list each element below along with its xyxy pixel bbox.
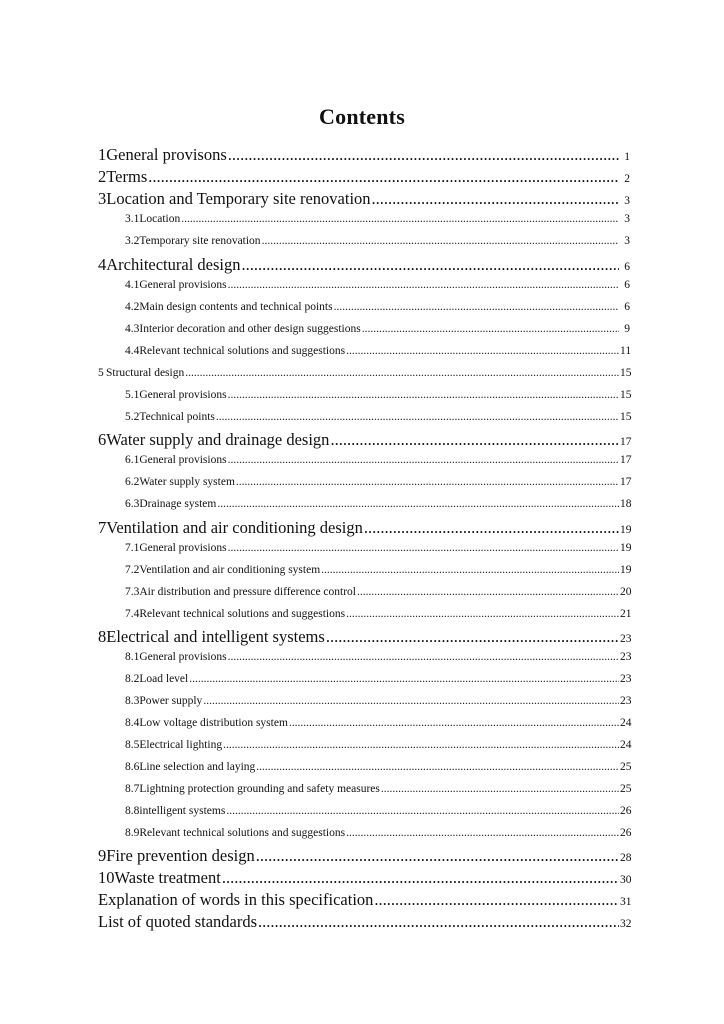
toc-entry-page: 19 [620, 524, 632, 536]
dot-leader [189, 673, 619, 685]
toc-entry-page: 25 [620, 783, 632, 795]
toc-entry-number: 3.2 [125, 235, 140, 247]
toc-entry-page: 31 [620, 896, 632, 908]
toc-entry-number: 7.1 [125, 542, 140, 554]
toc-entry-8-6[interactable] [125, 761, 630, 783]
toc-entry-title: Drainage system [139, 498, 217, 510]
toc-entry-title: Location and Temporary site renovation [106, 189, 371, 208]
toc-entry-page: 9 [624, 323, 630, 335]
toc-entry-5[interactable] [98, 367, 630, 389]
toc-entry-number: 7.2 [125, 564, 140, 576]
dot-leader [321, 564, 619, 576]
toc-entry-title: Waste treatment [114, 868, 221, 887]
toc-entry-title: General provisions [139, 279, 227, 291]
toc-entry-number: 10 [98, 868, 115, 887]
toc-entry-8-8[interactable] [125, 805, 630, 827]
toc-entry-9[interactable] [98, 846, 630, 868]
toc-entry-title: Temporary site renovation [139, 235, 261, 247]
toc-entry-title: Line selection and laying [139, 761, 256, 773]
toc-entry-title: General provisions [139, 651, 227, 663]
toc-entry-page: 15 [620, 389, 632, 401]
toc-entry-page: 24 [620, 739, 632, 751]
toc-entry-3[interactable] [98, 189, 630, 211]
toc-entry-8-3[interactable] [125, 695, 630, 717]
toc-entry-number: 4 [98, 255, 107, 274]
toc-entry-number: 8.3 [125, 695, 140, 707]
dot-leader [217, 498, 619, 510]
toc-entry-6-1[interactable] [125, 454, 630, 476]
toc-entry-7-1[interactable] [125, 542, 630, 564]
toc-entry-page: 26 [620, 827, 632, 839]
toc-entry-title: Air distribution and pressure difference control [139, 586, 356, 598]
toc-entry-page: 23 [620, 633, 632, 645]
toc-entry-title: intelligent systems [139, 805, 226, 817]
toc-entry-8-7[interactable] [125, 783, 630, 805]
toc-entry-4[interactable] [98, 255, 630, 277]
toc-entry-title: General provisions [139, 389, 227, 401]
toc-entry-number: 8.4 [125, 717, 140, 729]
dot-leader [258, 912, 619, 932]
toc-entry-number: 8.9 [125, 827, 140, 839]
toc-entry-number: 8.5 [125, 739, 140, 751]
dot-leader [372, 189, 619, 209]
dot-leader [364, 518, 619, 538]
toc-entry-page: 3 [624, 213, 630, 225]
toc-entry-title: Terms [106, 167, 148, 186]
toc-entry-number: 3 [98, 189, 107, 208]
toc-entry-title: Location [139, 213, 181, 225]
toc-entry-title: List of quoted standards [98, 912, 258, 931]
dot-leader [374, 890, 619, 910]
toc-entry-number: 5 [98, 367, 104, 379]
toc-entry-7-2[interactable] [125, 564, 630, 586]
dot-leader [222, 868, 619, 888]
toc-entry-number: 4.3 [125, 323, 140, 335]
toc-entry-number: 6.1 [125, 454, 140, 466]
dot-leader [228, 389, 619, 401]
dot-leader [256, 846, 619, 866]
toc-entry-page: 26 [620, 805, 632, 817]
toc-entry-4-2[interactable] [125, 301, 630, 323]
toc-entry-6-3[interactable] [125, 498, 630, 520]
toc-entry-page: 19 [620, 564, 632, 576]
toc-entry-4-4[interactable] [125, 345, 630, 367]
toc-entry-number: 4.4 [125, 345, 140, 357]
toc-entry-6-2[interactable] [125, 476, 630, 498]
toc-entry-title: Electrical and intelligent systems [106, 627, 325, 646]
dot-leader [346, 827, 619, 839]
dot-leader [236, 476, 619, 488]
toc-entry-number: 8.8 [125, 805, 140, 817]
toc-entry-title: Lightning protection grounding and safety measures [139, 783, 380, 795]
toc-entry-7[interactable] [98, 518, 630, 540]
toc-entry-title: Load level [139, 673, 189, 685]
toc-entry-page: 30 [620, 874, 632, 886]
toc-entry-page: 2 [624, 173, 630, 185]
dot-leader [228, 542, 619, 554]
dot-leader [357, 586, 619, 598]
toc-entry-number: 8.1 [125, 651, 140, 663]
toc-entry-number: 8.6 [125, 761, 140, 773]
toc-entry-page: 24 [620, 717, 632, 729]
toc-entry-number: 6.2 [125, 476, 140, 488]
toc-entry-page: 3 [624, 195, 630, 207]
toc-entry-page: 17 [620, 436, 632, 448]
dot-leader [216, 411, 619, 423]
page-title: Contents [319, 104, 405, 129]
toc-entry-page: 6 [624, 261, 630, 273]
toc-entry-explanation[interactable] [98, 890, 630, 912]
toc-entry-title: Main design contents and technical points [139, 301, 333, 313]
toc-entry-title: General provisions [139, 454, 227, 466]
toc-entry-title: Relevant technical solutions and suggestions [139, 827, 346, 839]
dot-leader [242, 255, 620, 275]
toc-entry-title: Water supply system [139, 476, 235, 488]
dot-leader [262, 235, 619, 247]
dot-leader [228, 145, 619, 165]
toc-entry-number: 4.2 [125, 301, 140, 313]
toc-entry-title: Low voltage distribution system [139, 717, 288, 729]
toc-entry-page: 11 [620, 345, 632, 357]
toc-entry-page: 21 [620, 608, 632, 620]
toc-entry-title: Ventilation and air conditioning design [106, 518, 363, 537]
toc-entry-number: 5.1 [125, 389, 140, 401]
dot-leader [223, 739, 619, 751]
toc-entry-6[interactable] [98, 430, 630, 452]
toc-entry-title: Ventilation and air conditioning system [139, 564, 321, 576]
dot-leader [228, 651, 619, 663]
toc-entry-number: 8 [98, 627, 107, 646]
toc-entry-title: Fire prevention design [106, 846, 255, 865]
toc-entry-page: 19 [620, 542, 632, 554]
toc-entry-page: 17 [620, 454, 632, 466]
toc-entry-title: Relevant technical solutions and suggestions [139, 345, 346, 357]
dot-leader [226, 805, 619, 817]
toc-entry-page: 32 [620, 918, 632, 930]
dot-leader [289, 717, 619, 729]
toc-entry-page: 25 [620, 761, 632, 773]
toc-entry-4-1[interactable] [125, 279, 630, 301]
toc-entry-3-1[interactable] [125, 213, 630, 235]
toc-entry-title: General provisions [139, 542, 227, 554]
toc-entry-8-4[interactable] [125, 717, 630, 739]
dot-leader [346, 345, 619, 357]
toc-entry-page: 15 [620, 367, 632, 379]
toc-entry-number: 8.2 [125, 673, 140, 685]
toc-entry-number: 6 [98, 430, 107, 449]
toc-entry-4-3[interactable] [125, 323, 630, 345]
dot-leader [362, 323, 619, 335]
toc-entry-1[interactable] [98, 145, 630, 167]
toc-entry-10[interactable] [98, 868, 630, 890]
toc-entry-page: 6 [624, 279, 630, 291]
toc-entry-page: 23 [620, 673, 632, 685]
toc-entry-title: Explanation of words in this specification [98, 890, 374, 909]
toc-entry-8[interactable] [98, 627, 630, 649]
dot-leader [256, 761, 619, 773]
toc-entry-title: Relevant technical solutions and suggestions [139, 608, 346, 620]
toc-entry-8-1[interactable] [125, 651, 630, 673]
toc-entry-standards[interactable] [98, 912, 630, 934]
dot-leader [185, 367, 619, 379]
toc-entry-number: 3.1 [125, 213, 140, 225]
dot-leader [326, 627, 619, 647]
dot-leader [381, 783, 619, 795]
toc-entry-page: 20 [620, 586, 632, 598]
dot-leader [203, 695, 619, 707]
toc-entry-number: 8.7 [125, 783, 140, 795]
dot-leader [181, 213, 619, 225]
toc-entry-3-2[interactable] [125, 235, 630, 257]
dot-leader [334, 301, 619, 313]
toc-entry-number: 7.4 [125, 608, 140, 620]
toc-entry-8-5[interactable] [125, 739, 630, 761]
dot-leader [148, 167, 619, 187]
toc-entry-title: Interior decoration and other design suggestions [139, 323, 361, 335]
toc-entry-title: Electrical lighting [139, 739, 223, 751]
toc-entry-title: Power supply [139, 695, 203, 707]
toc-entry-number: 4.1 [125, 279, 140, 291]
toc-entry-page: 23 [620, 651, 632, 663]
toc-entry-number: 5.2 [125, 411, 140, 423]
toc-entry-title: General provisons [106, 145, 227, 164]
toc-entry-number: 1 [98, 145, 107, 164]
toc-entry-page: 15 [620, 411, 632, 423]
toc-entry-number: 7 [98, 518, 107, 537]
toc-entry-page: 18 [620, 498, 632, 510]
toc-entry-page: 17 [620, 476, 632, 488]
toc-entry-5-1[interactable] [125, 389, 630, 411]
toc-entry-title: Water supply and drainage design [106, 430, 330, 449]
toc-entry-page: 1 [624, 151, 630, 163]
toc-entry-7-3[interactable] [125, 586, 630, 608]
dot-leader [228, 454, 619, 466]
toc-entry-page: 23 [620, 695, 632, 707]
toc-entry-2[interactable] [98, 167, 630, 189]
toc-entry-title: Technical points [139, 411, 215, 423]
toc-entry-title: Structural design [105, 367, 185, 379]
toc-entry-8-2[interactable] [125, 673, 630, 695]
toc-entry-page: 3 [624, 235, 630, 247]
dot-leader [228, 279, 619, 291]
toc-entry-page: 28 [620, 852, 632, 864]
dot-leader [346, 608, 619, 620]
toc-entry-page: 6 [624, 301, 630, 313]
toc-entry-number: 7.3 [125, 586, 140, 598]
toc-entry-number: 6.3 [125, 498, 140, 510]
toc-entry-number: 2 [98, 167, 107, 186]
dot-leader [330, 430, 619, 450]
toc-entry-number: 9 [98, 846, 107, 865]
toc-entry-title: Architectural design [106, 255, 241, 274]
